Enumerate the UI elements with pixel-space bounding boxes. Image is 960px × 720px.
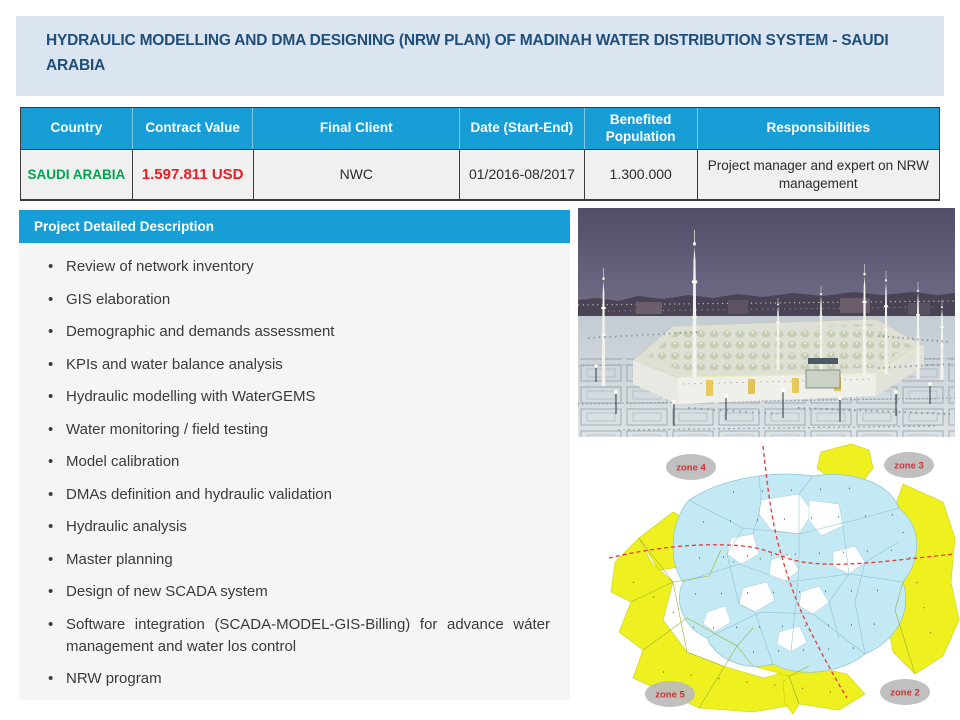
svg-text:zone 2: zone 2 xyxy=(890,687,920,699)
zone-label-4 xyxy=(666,454,716,480)
svg-text:zone 4: zone 4 xyxy=(676,462,706,474)
table-data-row xyxy=(21,149,939,199)
table-header-row xyxy=(21,108,939,149)
svg-text:zone 3: zone 3 xyxy=(894,460,924,472)
slide-title: HYDRAULIC MODELLING AND DMA DESIGNING (NRW PLAN) OF MADINAH WATER DISTRIBUTION SYSTEM - SAUDI ARABIA xyxy=(46,32,889,74)
bullet-item: • DMAs definition and hydraulic validation xyxy=(19,484,570,506)
bullet-item: • Demographic and demands assessment xyxy=(19,321,570,343)
title-bar xyxy=(16,16,944,96)
column-header: Contract Value xyxy=(133,108,254,149)
project-summary-table xyxy=(20,107,940,201)
column-header: Date (Start-End) xyxy=(460,108,585,149)
svg-text:zone 5: zone 5 xyxy=(655,689,685,701)
mosque-photo xyxy=(578,208,955,437)
cell-benefited-population: 1.300.000 xyxy=(585,150,698,199)
zone-label-3 xyxy=(884,452,934,478)
bullet-item: • GIS elaboration xyxy=(19,289,570,311)
bullet-item: • Water monitoring / field testing xyxy=(19,419,570,441)
zone-label-2 xyxy=(880,679,930,705)
bullet-item: • Model calibration xyxy=(19,451,570,473)
bullet-item: • Design of new SCADA system xyxy=(19,581,570,603)
cell-contract-value: 1.597.811 USD xyxy=(133,150,254,199)
bullet-list xyxy=(19,256,570,690)
zone-label-5 xyxy=(645,681,695,707)
column-header: Country xyxy=(21,108,133,149)
column-header: Benefited Population xyxy=(585,108,698,149)
bullet-item: • Review of network inventory xyxy=(19,256,570,278)
bullet-item: • Hydraulic modelling with WaterGEMS xyxy=(19,386,570,408)
cell-responsibilities: Project manager and expert on NRW management xyxy=(707,157,929,191)
column-header: Final Client xyxy=(253,108,460,149)
bullet-item: • Master planning xyxy=(19,549,570,571)
cell-date: 01/2016-08/2017 xyxy=(460,150,585,199)
mosque-photo-graphic xyxy=(578,208,955,437)
description-panel-body xyxy=(19,243,570,700)
description-panel xyxy=(19,210,570,700)
cell-country: SAUDI ARABIA xyxy=(21,150,133,199)
bullet-item: • KPIs and water balance analysis xyxy=(19,354,570,376)
bullet-item: • Software integration (SCADA-MODEL-GIS-Billing) for advance wáter management and water los control xyxy=(19,614,570,658)
zones-map-graphic xyxy=(603,442,960,720)
dma-zones-map xyxy=(603,442,960,720)
bullet-item: • NRW program xyxy=(19,668,570,690)
column-header: Responsibilities xyxy=(766,120,871,136)
cell-final-client: NWC xyxy=(254,150,461,199)
map-cyan-zone xyxy=(673,474,917,672)
description-panel-header: Project Detailed Description xyxy=(19,210,570,243)
bullet-item: • Hydraulic analysis xyxy=(19,516,570,538)
